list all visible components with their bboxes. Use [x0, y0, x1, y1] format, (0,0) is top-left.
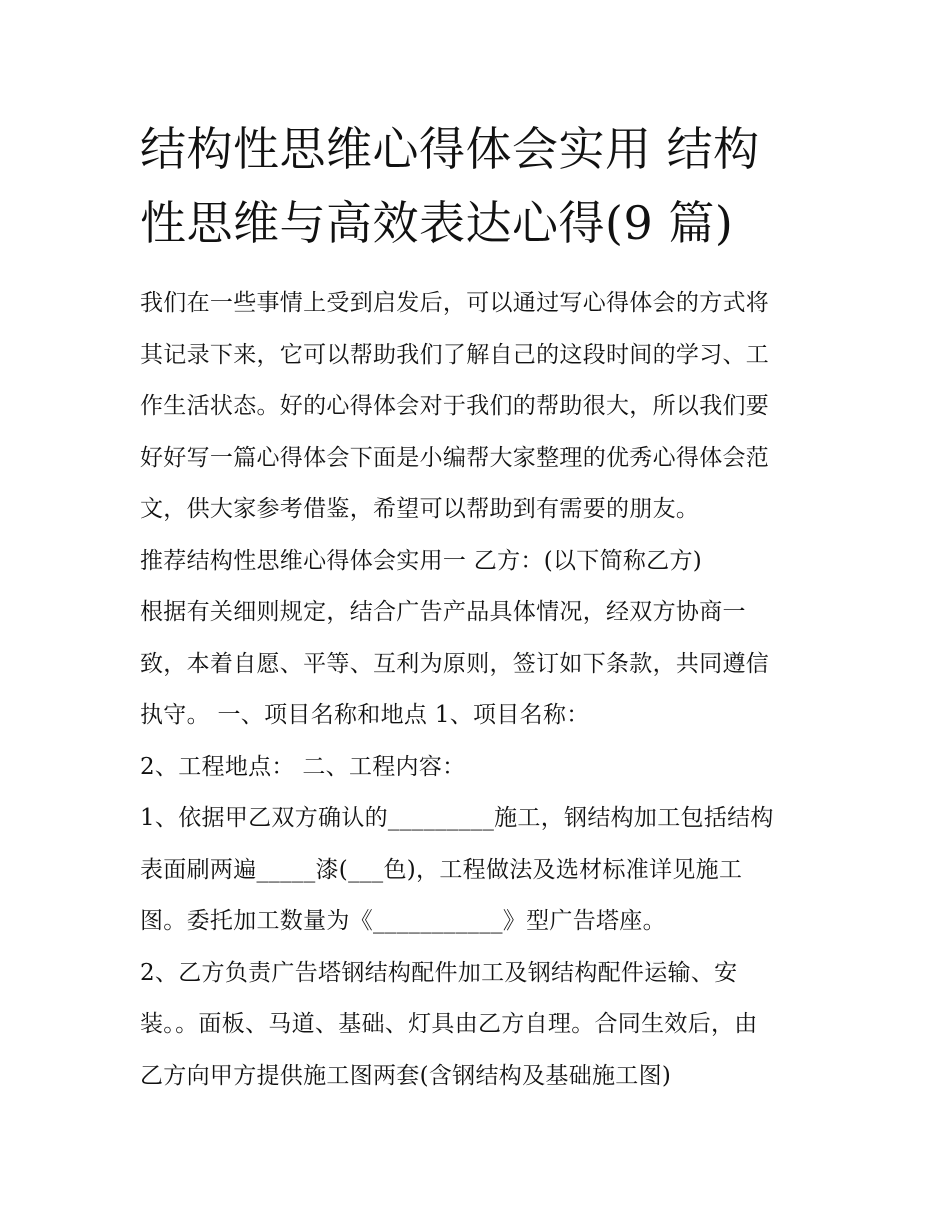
- body-line: 表面刷两遍_____漆(___色)，工程做法及选材标准详见施工: [140, 856, 743, 883]
- body-line: 致，本着自愿、平等、互利为原则，签订如下条款，共同遵信: [140, 650, 770, 677]
- body-line: 作生活状态。好的心得体会对于我们的帮助很大，所以我们要: [140, 393, 770, 419]
- body-line: 2、工程地点： 二、工程内容：: [140, 753, 466, 780]
- body-line: 1、依据甲乙双方确认的_________施工，钢结构加工包括结构: [140, 805, 774, 831]
- body-line: 装。。面板、马道、基础、灯具由乙方自理。合同生效后，由: [140, 1011, 758, 1037]
- body-line: 根据有关细则规定，结合广告产品具体情况，经双方协商一: [140, 599, 746, 625]
- document-title: [140, 112, 820, 260]
- document-body: [140, 278, 830, 1102]
- title-line: 结构性思维心得体会实用 结构: [140, 122, 760, 176]
- body-line: 2、乙方负责广告塔钢结构配件加工及钢结构配件运输、安: [140, 959, 738, 986]
- body-line: 执守。 一、项目名称和地点 1、项目名称：: [140, 702, 590, 728]
- body-line: 其记录下来，它可以帮助我们了解自己的这段时间的学习、工: [140, 341, 770, 368]
- body-line: 图。委托加工数量为《___________》型广告塔座。: [140, 908, 666, 934]
- body-line: 推荐结构性思维心得体会实用一 乙方：(以下简称乙方): [140, 547, 703, 574]
- body-line: 文，供大家参考借鉴，希望可以帮助到有需要的朋友。: [140, 496, 700, 522]
- body-line: 乙方向甲方提供施工图两套(含钢结构及基础施工图): [140, 1062, 672, 1089]
- title-line: 性思维与高效表达心得(9 篇): [140, 196, 734, 250]
- body-line: 好好写一篇心得体会下面是小编帮大家整理的优秀心得体会范: [140, 444, 770, 471]
- body-line: 我们在一些事情上受到启发后，可以通过写心得体会的方式将: [140, 290, 770, 316]
